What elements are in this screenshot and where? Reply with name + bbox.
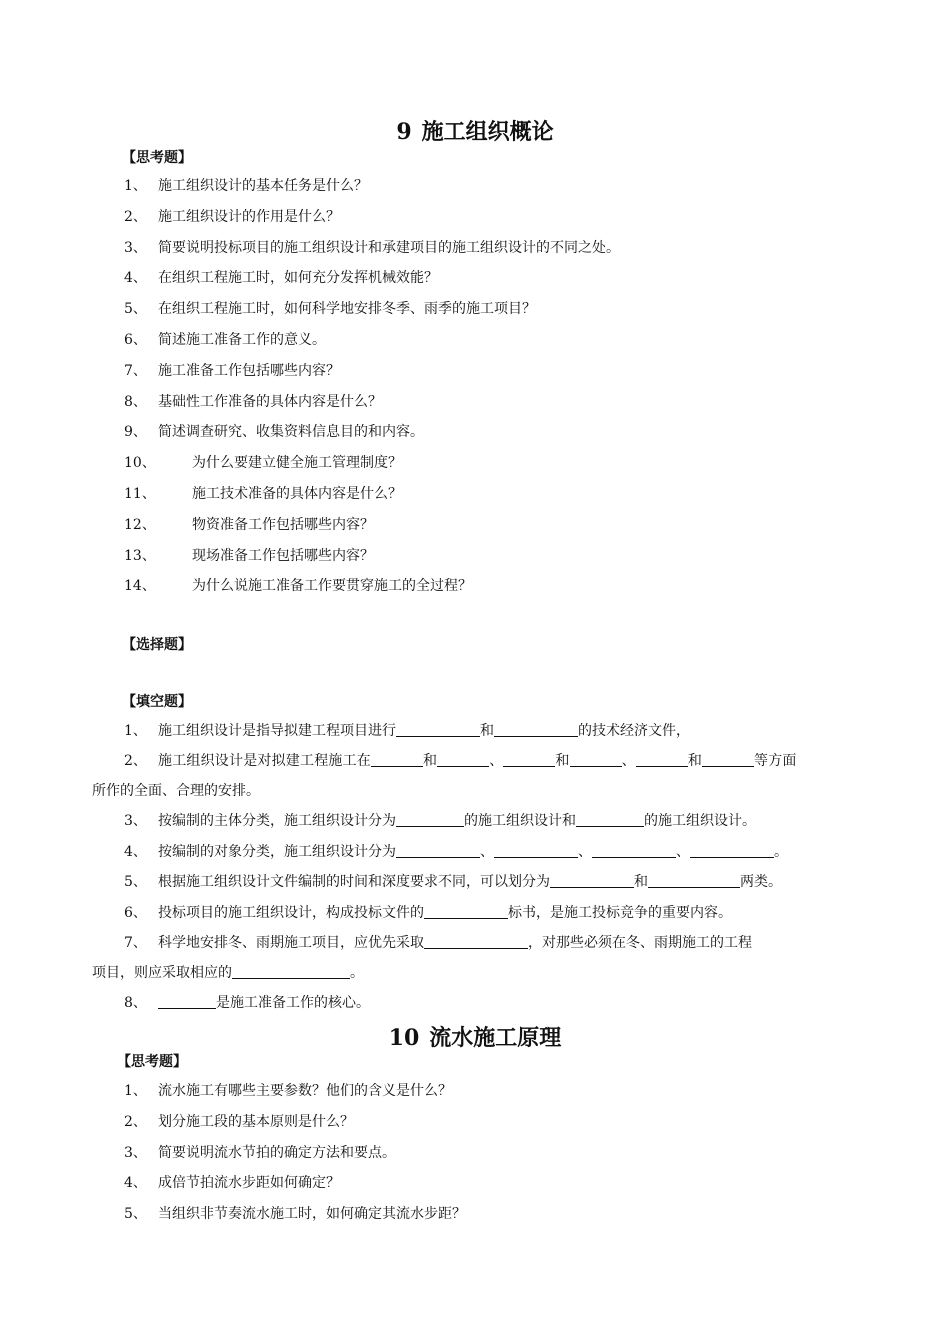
question-number: 6、: [124, 905, 147, 921]
text-part: 按编制的主体分类，施工组织设计分为: [158, 813, 396, 829]
question-number: 5、: [124, 874, 147, 890]
answer-blank[interactable]: [437, 752, 489, 767]
question-number: 1、: [124, 1083, 147, 1099]
question-text: 施工技术准备的具体内容是什么？: [192, 486, 402, 502]
text-part: 、: [621, 753, 636, 769]
question-text: 施工组织设计的作用是什么？: [158, 208, 340, 225]
fill-question-7-continued: [92, 963, 364, 983]
text-part: 两类。: [740, 874, 782, 890]
question-text: 施工准备工作包括哪些内容？: [158, 362, 340, 379]
question-number: 9、: [124, 424, 147, 441]
answer-blank[interactable]: [424, 934, 528, 949]
question-number: 7、: [124, 935, 147, 951]
question-text: 划分施工段的基本原则是什么？: [158, 1113, 354, 1130]
question-text: [158, 933, 752, 953]
text-part: 等方面: [754, 753, 797, 769]
answer-blank[interactable]: [158, 994, 216, 1009]
chapter-9-title: [0, 118, 950, 147]
question-number: 4、: [124, 270, 147, 287]
chapter-10-number: 10: [388, 1025, 420, 1051]
question-number: 12、: [124, 516, 156, 533]
text-part: 施工组织设计是指导拟建工程项目进行: [158, 723, 396, 739]
chapter-9-number: 9: [396, 119, 412, 145]
question-text: 在组织工程施工时，如何充分发挥机械效能？: [158, 270, 438, 287]
question-number: 14、: [124, 578, 156, 595]
text-part: 。: [350, 965, 364, 981]
question-text: 基础性工作准备的具体内容是什么？: [158, 393, 382, 410]
answer-blank[interactable]: [702, 752, 754, 767]
answer-blank[interactable]: [576, 812, 644, 827]
question-text: 简要说明流水节拍的确定方法和要点。: [158, 1144, 396, 1161]
question-text: [158, 842, 788, 862]
text-part: 投标项目的施工组织设计，构成投标文件的: [158, 905, 424, 921]
answer-blank[interactable]: [396, 812, 464, 827]
chapter-10-title-text: 流水施工原理: [429, 1026, 562, 1051]
answer-blank[interactable]: [494, 722, 578, 737]
text-part: ，对那些必须在冬、雨期施工的工程: [528, 935, 752, 951]
answer-blank[interactable]: [550, 873, 634, 888]
text-part: 科学地安排冬、雨期施工项目，应优先采取: [158, 935, 424, 951]
question-number: 3、: [124, 1144, 147, 1161]
answer-blank[interactable]: [503, 752, 555, 767]
question-number: 7、: [124, 362, 147, 379]
question-text: [158, 811, 756, 831]
question-number: 6、: [124, 332, 147, 348]
question-number: 2、: [124, 1113, 147, 1130]
question-text: [158, 751, 797, 771]
question-text: [158, 721, 690, 741]
answer-blank[interactable]: [648, 873, 740, 888]
answer-blank[interactable]: [371, 752, 423, 767]
text-part: 和: [555, 753, 570, 769]
chapter-10-title: [0, 1024, 950, 1053]
question-text: [158, 872, 782, 892]
question-number: 3、: [124, 239, 147, 256]
question-text: 在组织工程施工时，如何科学地安排冬季、雨季的施工项目？: [158, 301, 536, 318]
question-number: 2、: [124, 208, 147, 225]
answer-blank[interactable]: [592, 843, 676, 858]
question-text: [158, 903, 732, 923]
question-number: 10、: [124, 455, 156, 472]
fill-header-9: 【填空题】: [122, 694, 192, 710]
answer-blank[interactable]: [690, 843, 774, 858]
think-header-9: 【思考题】: [122, 150, 192, 166]
question-text: 简要说明投标项目的施工组织设计和承建项目的施工组织设计的不同之处。: [158, 239, 620, 256]
think-header-10: 【思考题】: [117, 1054, 187, 1070]
text-part: 的施工组织设计。: [644, 813, 756, 829]
fill-question-2-continued: 所作的全面、合理的安排。: [92, 783, 260, 799]
question-text: 当组织非节奏流水施工时，如何确定其流水步距？: [158, 1206, 466, 1223]
question-text: 成倍节拍流水步距如何确定？: [158, 1175, 340, 1192]
text-part: 的技术经济文件，: [578, 723, 690, 739]
text-part: 根据施工组织设计文件编制的时间和深度要求不同，可以划分为: [158, 874, 550, 890]
answer-blank[interactable]: [232, 964, 350, 979]
text-part: 、: [489, 753, 504, 769]
text-part: 按编制的对象分类，施工组织设计分为: [158, 844, 396, 860]
answer-blank[interactable]: [494, 843, 578, 858]
question-text: 为什么说施工准备工作要贯穿施工的全过程？: [192, 578, 472, 595]
answer-blank[interactable]: [570, 752, 622, 767]
question-number: 13、: [124, 547, 156, 564]
question-number: 1、: [124, 723, 147, 739]
text-part: 、: [578, 844, 592, 860]
text-part: 、: [480, 844, 494, 860]
text-part: 施工组织设计是对拟建工程施工在: [158, 753, 371, 769]
text-part: 和: [423, 753, 438, 769]
text-part: 和: [634, 874, 648, 890]
answer-blank[interactable]: [424, 904, 508, 919]
text-part: 。: [774, 844, 788, 860]
question-number: 4、: [124, 1175, 147, 1192]
question-number: 8、: [124, 393, 147, 410]
question-number: 4、: [124, 844, 147, 860]
text-part: 、: [676, 844, 690, 860]
text-part: 是施工准备工作的核心。: [216, 995, 370, 1011]
question-number: 11、: [124, 486, 156, 502]
question-number: 3、: [124, 813, 147, 829]
question-text: 简述调查研究、收集资料信息目的和内容。: [158, 424, 424, 441]
choice-header-9: 【选择题】: [122, 637, 192, 653]
text-part: 的施工组织设计和: [464, 813, 576, 829]
question-text: 施工组织设计的基本任务是什么？: [158, 178, 368, 194]
question-text: 现场准备工作包括哪些内容？: [192, 547, 374, 564]
text-part: 和: [480, 723, 494, 739]
question-text: [158, 993, 370, 1013]
text-part: 和: [687, 753, 703, 769]
answer-blank[interactable]: [396, 722, 480, 737]
chapter-9-title-text: 施工组织概论: [421, 120, 554, 145]
text-part: 标书，是施工投标竞争的重要内容。: [508, 905, 732, 921]
question-number: 1、: [124, 178, 147, 194]
answer-blank[interactable]: [396, 843, 480, 858]
question-text: 流水施工有哪些主要参数？他们的含义是什么？: [158, 1083, 452, 1099]
question-number: 5、: [124, 301, 147, 318]
question-number: 5、: [124, 1206, 147, 1223]
question-number: 8、: [124, 995, 147, 1011]
question-number: 2、: [124, 753, 147, 769]
text-part: 项目，则应采取相应的: [92, 965, 232, 981]
question-text: 简述施工准备工作的意义。: [158, 332, 326, 348]
answer-blank[interactable]: [636, 752, 688, 767]
question-text: 为什么要建立健全施工管理制度？: [192, 455, 402, 472]
question-text: 物资准备工作包括哪些内容？: [192, 516, 374, 533]
